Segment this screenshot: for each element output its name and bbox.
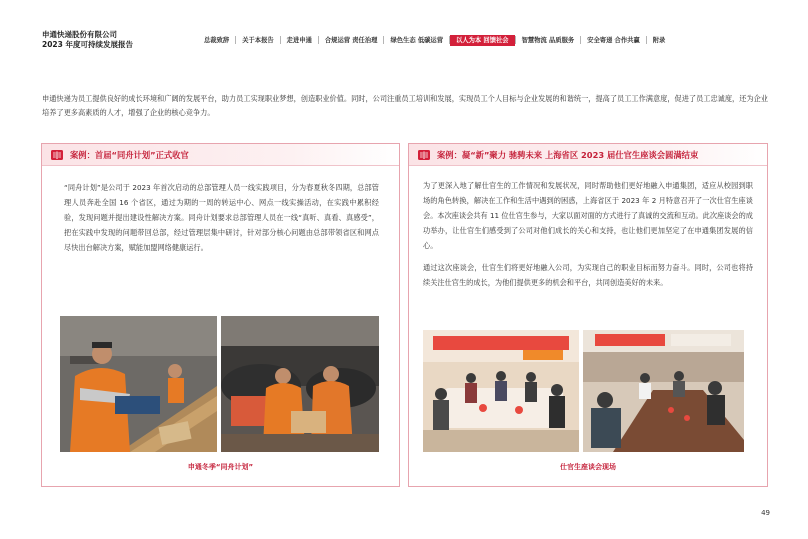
- case-card-header: [42, 144, 399, 166]
- case-paragraph: 通过这次座谈会，仕官生们将更好地融入公司，为实现自己的职业目标而努力奋斗。同时，公司也将持续关注仕官生的成长，为他们提供更多的机会和平台，共同创造美好的未来。: [423, 263, 753, 287]
- case-title: 案例：凝“新”聚力 驰骋未来 上海省区 2023 届仕官生座谈会圆满结束: [437, 149, 699, 160]
- case-paragraph: 为了更深入地了解仕官生的工作情况和发展状况，同时帮助他们更好地融入申通集团，适应从校园到职场的角色转换，解决在工作和生活中遇到的困惑，上海省区于 2023 年 2 月特意召开了一次仕官生座谈会。本次座谈会共有 11 位仕官生参与，大家以面对面的方式进行了真诚的交流和互动。此次座谈会的成功举办，让仕官生们感受到了公司对他们成长的关心和支持，也让他们更加坚定了在申通集团发展的信心。: [423, 181, 753, 250]
- photo-sorting-worker: [60, 316, 217, 452]
- case-book-icon: [417, 148, 431, 162]
- company-name: [42, 30, 133, 50]
- case-paragraph: “同舟计划”是公司于 2023 年首次启动的总部管理人员一线实践项目，分为春夏秋冬四期，总部管理人员奔赴全国 16 个省区，通过为期的一周的转运中心、网点一线实操活动，在实践中累积经验，发现问题并提出建设性解决方案。同舟计划要求总部管理人员在一线“真听、真看、真感受”，把在实践中发现的问题带回总部，经过管理层集中研讨，针对部分核心问题由总部带领省区和网点尽快出台解决方案，赋能加盟网络健康运行。: [64, 183, 379, 252]
- case-book-icon: [50, 148, 64, 162]
- case-body: [42, 166, 399, 255]
- page-number: 49: [761, 509, 770, 517]
- nav-item-ceo-message[interactable]: 总裁致辞: [204, 36, 230, 44]
- section-nav: [198, 34, 778, 46]
- nav-item-green-operations[interactable]: 绿色生态 低碳运营: [390, 36, 444, 44]
- intro-paragraph: 申通快递为员工提供良好的成长环境和广阔的发展平台，助力员工实现职业梦想，创造职业价值。同时，公司注重员工培训和发展，实现员工个人目标与企业发展的和谐统一，提高了员工工作满意度，促进了员工忠诚度，还为企业培养了更多高素质的人才，增强了企业的核心竞争力。: [42, 94, 768, 117]
- case-card-tongzhou-plan: [41, 143, 400, 487]
- nav-item-about-sto[interactable]: 走进申通: [286, 36, 312, 44]
- company-name-line1: 申通快递股份有限公司: [42, 30, 117, 39]
- photo-row: [423, 330, 744, 452]
- case-body: [409, 166, 767, 290]
- page-header: [0, 0, 808, 56]
- nav-item-smart-logistics[interactable]: 智慧物流 品质服务: [521, 36, 575, 44]
- case-card-header: [409, 144, 767, 166]
- nav-item-about-report[interactable]: 关于本报告: [242, 36, 274, 44]
- photo-row: [60, 316, 379, 452]
- nav-item-governance[interactable]: 合规运营 责任治理: [324, 36, 378, 44]
- nav-item-safe-delivery[interactable]: 安全寄递 合作共赢: [587, 36, 640, 44]
- nav-item-people-society[interactable]: 以人为本 回馈社会: [450, 35, 515, 46]
- report-title: 2023 年度可持续发展报告: [42, 40, 133, 49]
- nav-item-appendix[interactable]: 附录: [652, 36, 666, 44]
- photo-forum-table: [583, 330, 744, 452]
- case-card-shiguansheng-forum: [408, 143, 768, 487]
- photo-forum-group: [423, 330, 579, 452]
- photo-caption: 申通冬季“同舟计划”: [187, 463, 254, 471]
- photo-parcel-handling: [221, 316, 379, 452]
- case-title: 案例：首届“同舟计划”正式收官: [70, 149, 189, 160]
- photo-caption: 仕官生座谈会现场: [560, 463, 616, 471]
